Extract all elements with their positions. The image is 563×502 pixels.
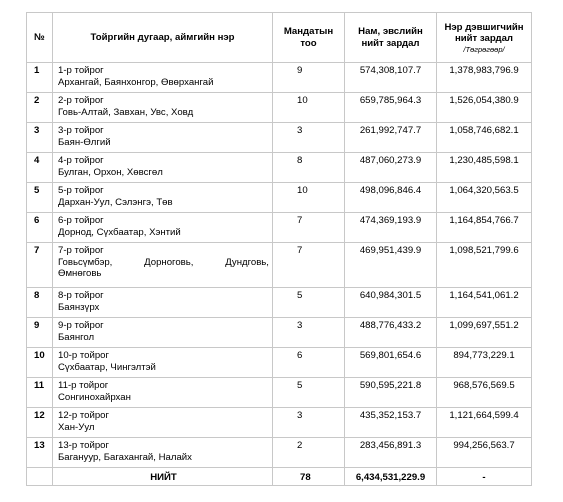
table-row (27, 93, 532, 123)
total-number-cell (27, 468, 53, 486)
province-list-justified (58, 257, 269, 269)
district-name: 3-р тойрог (58, 125, 104, 136)
district-name: 4-р тойрог (58, 155, 104, 166)
district-cell (53, 408, 273, 438)
row-number: 13 (27, 438, 53, 468)
table-row (27, 348, 532, 378)
province-list: Хан-Уул (58, 421, 95, 433)
table-row (27, 288, 532, 318)
district-cell (53, 243, 273, 288)
campaign-expense-table (26, 12, 532, 486)
district-cell (53, 213, 273, 243)
district-name: 5-р тойрог (58, 185, 104, 196)
province-list: Өмнөговь (58, 268, 102, 279)
district-cell (53, 348, 273, 378)
party-expense-value: 487,060,273.9 (345, 153, 437, 183)
row-number: 11 (27, 378, 53, 408)
candidate-expense-value: 1,098,521,799.6 (437, 243, 532, 288)
mandate-count: 7 (273, 243, 345, 288)
expense-table-container (26, 12, 532, 486)
table-row (27, 123, 532, 153)
header-party-expense-line2: нийт зардал (361, 37, 420, 49)
header-candidate-expense (437, 13, 532, 63)
district-cell (53, 93, 273, 123)
mandate-count: 3 (273, 318, 345, 348)
province-list: Булган, Орхон, Хөвсгөл (58, 166, 163, 178)
district-name: 10-р тойрог (58, 350, 110, 361)
mandate-count: 3 (273, 408, 345, 438)
table-row (27, 63, 532, 93)
mandate-count: 5 (273, 288, 345, 318)
party-expense-value: 498,096,846.4 (345, 183, 437, 213)
province-name: Дундговь, (225, 256, 269, 268)
candidate-expense-value: 1,164,854,766.7 (437, 213, 532, 243)
party-expense-value: 261,992,747.7 (345, 123, 437, 153)
row-number: 5 (27, 183, 53, 213)
mandate-count: 3 (273, 123, 345, 153)
total-mandates: 78 (273, 468, 345, 486)
candidate-expense-value: 1,099,697,551.2 (437, 318, 532, 348)
row-number: 8 (27, 288, 53, 318)
header-party-expense-line1: Нам, эвслийн (358, 26, 423, 37)
header-mandates-line2: тоо (300, 37, 317, 49)
party-expense-value: 569,801,654.6 (345, 348, 437, 378)
district-cell (53, 123, 273, 153)
header-mandates (273, 13, 345, 63)
total-candidate-expense: - (437, 468, 532, 486)
mandate-count: 8 (273, 153, 345, 183)
mandate-count: 2 (273, 438, 345, 468)
mandate-count: 10 (273, 183, 345, 213)
table-row (27, 243, 532, 288)
district-cell (53, 183, 273, 213)
party-expense-value: 469,951,439.9 (345, 243, 437, 288)
district-name: 7-р тойрог (58, 245, 104, 256)
candidate-expense-value: 994,256,563.7 (437, 438, 532, 468)
district-cell (53, 153, 273, 183)
candidate-expense-value: 894,773,229.1 (437, 348, 532, 378)
district-name: 2-р тойрог (58, 95, 104, 106)
row-number: 12 (27, 408, 53, 438)
district-cell (53, 378, 273, 408)
row-number: 9 (27, 318, 53, 348)
header-currency-unit: /Төгрөгөөр/ (463, 44, 505, 54)
province-list: Багануур, Багахангай, Налайх (58, 451, 192, 463)
header-row (27, 13, 532, 63)
row-number: 10 (27, 348, 53, 378)
row-number: 4 (27, 153, 53, 183)
province-list: Сонгинохайрхан (58, 391, 131, 403)
district-cell (53, 438, 273, 468)
party-expense-value: 659,785,964.3 (345, 93, 437, 123)
province-list: Говь-Алтай, Завхан, Увс, Ховд (58, 106, 194, 118)
candidate-expense-value: 1,526,054,380.9 (437, 93, 532, 123)
party-expense-value: 590,595,221.8 (345, 378, 437, 408)
province-list: Архангай, Баянхонгор, Өвөрхангай (58, 76, 214, 88)
table-body (27, 63, 532, 468)
candidate-expense-value: 1,064,320,563.5 (437, 183, 532, 213)
table-row (27, 213, 532, 243)
header-number: № (27, 13, 53, 63)
province-name: Дорноговь, (144, 256, 194, 268)
table-row (27, 438, 532, 468)
mandate-count: 6 (273, 348, 345, 378)
candidate-expense-value: 968,576,569.5 (437, 378, 532, 408)
district-name: 6-р тойрог (58, 215, 104, 226)
party-expense-value: 474,369,193.9 (345, 213, 437, 243)
row-number: 3 (27, 123, 53, 153)
header-party-expense (345, 13, 437, 63)
district-name: 9-р тойрог (58, 320, 104, 331)
province-list: Баянгол (58, 331, 95, 343)
table-row (27, 408, 532, 438)
table-row (27, 378, 532, 408)
header-mandates-line1: Мандатын (283, 26, 334, 37)
district-cell (53, 318, 273, 348)
district-cell (53, 288, 273, 318)
total-label: НИЙТ (53, 468, 273, 486)
mandate-count: 7 (273, 213, 345, 243)
district-name: 8-р тойрог (58, 290, 104, 301)
total-row (27, 468, 532, 486)
candidate-expense-value: 1,164,541,061.2 (437, 288, 532, 318)
party-expense-value: 435,352,153.7 (345, 408, 437, 438)
table-row (27, 183, 532, 213)
header-candidate-expense-line2: нийт зардал (454, 33, 514, 44)
candidate-expense-value: 1,378,983,796.9 (437, 63, 532, 93)
row-number: 7 (27, 243, 53, 288)
district-name: 13-р тойрог (58, 440, 110, 451)
district-name: 11-р тойрог (58, 380, 109, 391)
province-list: Баян-Өлгий (58, 136, 111, 148)
province-list: Сүхбаатар, Чингэлтэй (58, 361, 156, 373)
district-cell (53, 63, 273, 93)
candidate-expense-value: 1,121,664,599.4 (437, 408, 532, 438)
mandate-count: 9 (273, 63, 345, 93)
row-number: 1 (27, 63, 53, 93)
mandate-count: 10 (273, 93, 345, 123)
province-name: Говьсүмбэр, (58, 256, 113, 268)
mandate-count: 5 (273, 378, 345, 408)
province-list: Дархан-Уул, Сэлэнгэ, Төв (58, 196, 173, 208)
header-candidate-expense-line1: Нэр дэвшигчийн (444, 21, 524, 33)
party-expense-value: 574,308,107.7 (345, 63, 437, 93)
party-expense-value: 283,456,891.3 (345, 438, 437, 468)
candidate-expense-value: 1,230,485,598.1 (437, 153, 532, 183)
party-expense-value: 640,984,301.5 (345, 288, 437, 318)
party-expense-value: 488,776,433.2 (345, 318, 437, 348)
district-name: 1-р тойрог (58, 65, 104, 76)
row-number: 6 (27, 213, 53, 243)
province-list: Дорнод, Сүхбаатар, Хэнтий (58, 226, 181, 238)
district-name: 12-р тойрог (58, 410, 110, 421)
total-party-expense: 6,434,531,229.9 (345, 468, 437, 486)
header-district-name: Тойргийн дугаар, аймгийн нэр (53, 13, 273, 63)
candidate-expense-value: 1,058,746,682.1 (437, 123, 532, 153)
table-row (27, 318, 532, 348)
table-row (27, 153, 532, 183)
province-list: Баянзүрх (58, 301, 100, 313)
row-number: 2 (27, 93, 53, 123)
